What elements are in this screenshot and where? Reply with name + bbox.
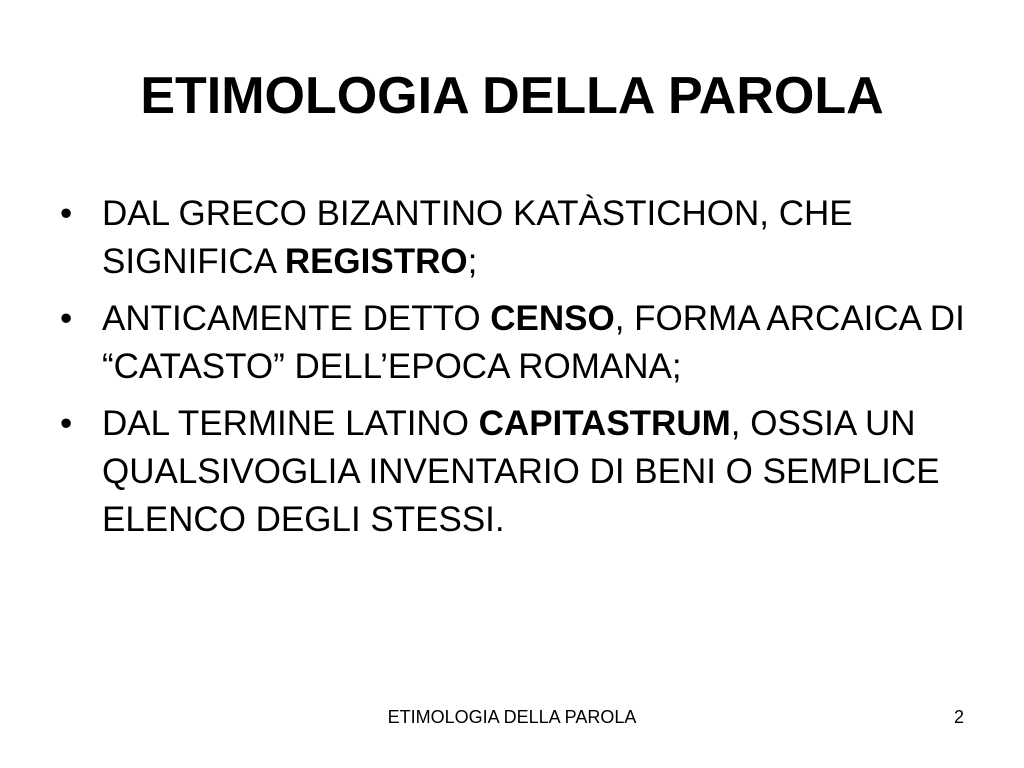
bullet-keyword: CENSO xyxy=(490,299,615,338)
bullet-keyword: REGISTRO xyxy=(284,242,468,281)
bullet-keyword: CAPITASTRUM xyxy=(478,404,731,443)
bullet-icon: • xyxy=(60,299,73,338)
bullet-text xyxy=(102,299,965,386)
bullet-item-registro xyxy=(58,190,978,286)
slide-title: ETIMOLOGIA DELLA PAROLA xyxy=(140,67,884,125)
bullet-text-before: ANTICAMENTE DETTO xyxy=(102,299,491,338)
page-number: 2 xyxy=(953,707,964,727)
bullet-text-before: DAL TERMINE LATINO xyxy=(102,404,479,443)
bullet-icon: • xyxy=(60,404,73,443)
bullet-item-censo xyxy=(58,295,978,391)
bullet-list xyxy=(58,190,978,553)
bullet-item-capitastrum xyxy=(58,400,978,544)
footer-title: ETIMOLOGIA DELLA PAROLA xyxy=(387,707,637,727)
bullet-text xyxy=(102,194,853,281)
bullet-text-after: , FORMA ARCAICA DI “CATASTO” DELL’EPOCA ROMANA; xyxy=(102,299,965,386)
bullet-text-after: ; xyxy=(467,242,478,281)
bullet-icon: • xyxy=(60,194,73,233)
bullet-text-before: DAL GRECO BIZANTINO KATÀSTICHON, CHE SIGNIFICA xyxy=(102,194,853,281)
bullet-text-after: , OSSIA UN QUALSIVOGLIA INVENTARIO DI BENI O SEMPLICE ELENCO DEGLI STESSI. xyxy=(102,404,940,539)
bullet-text xyxy=(102,404,940,539)
